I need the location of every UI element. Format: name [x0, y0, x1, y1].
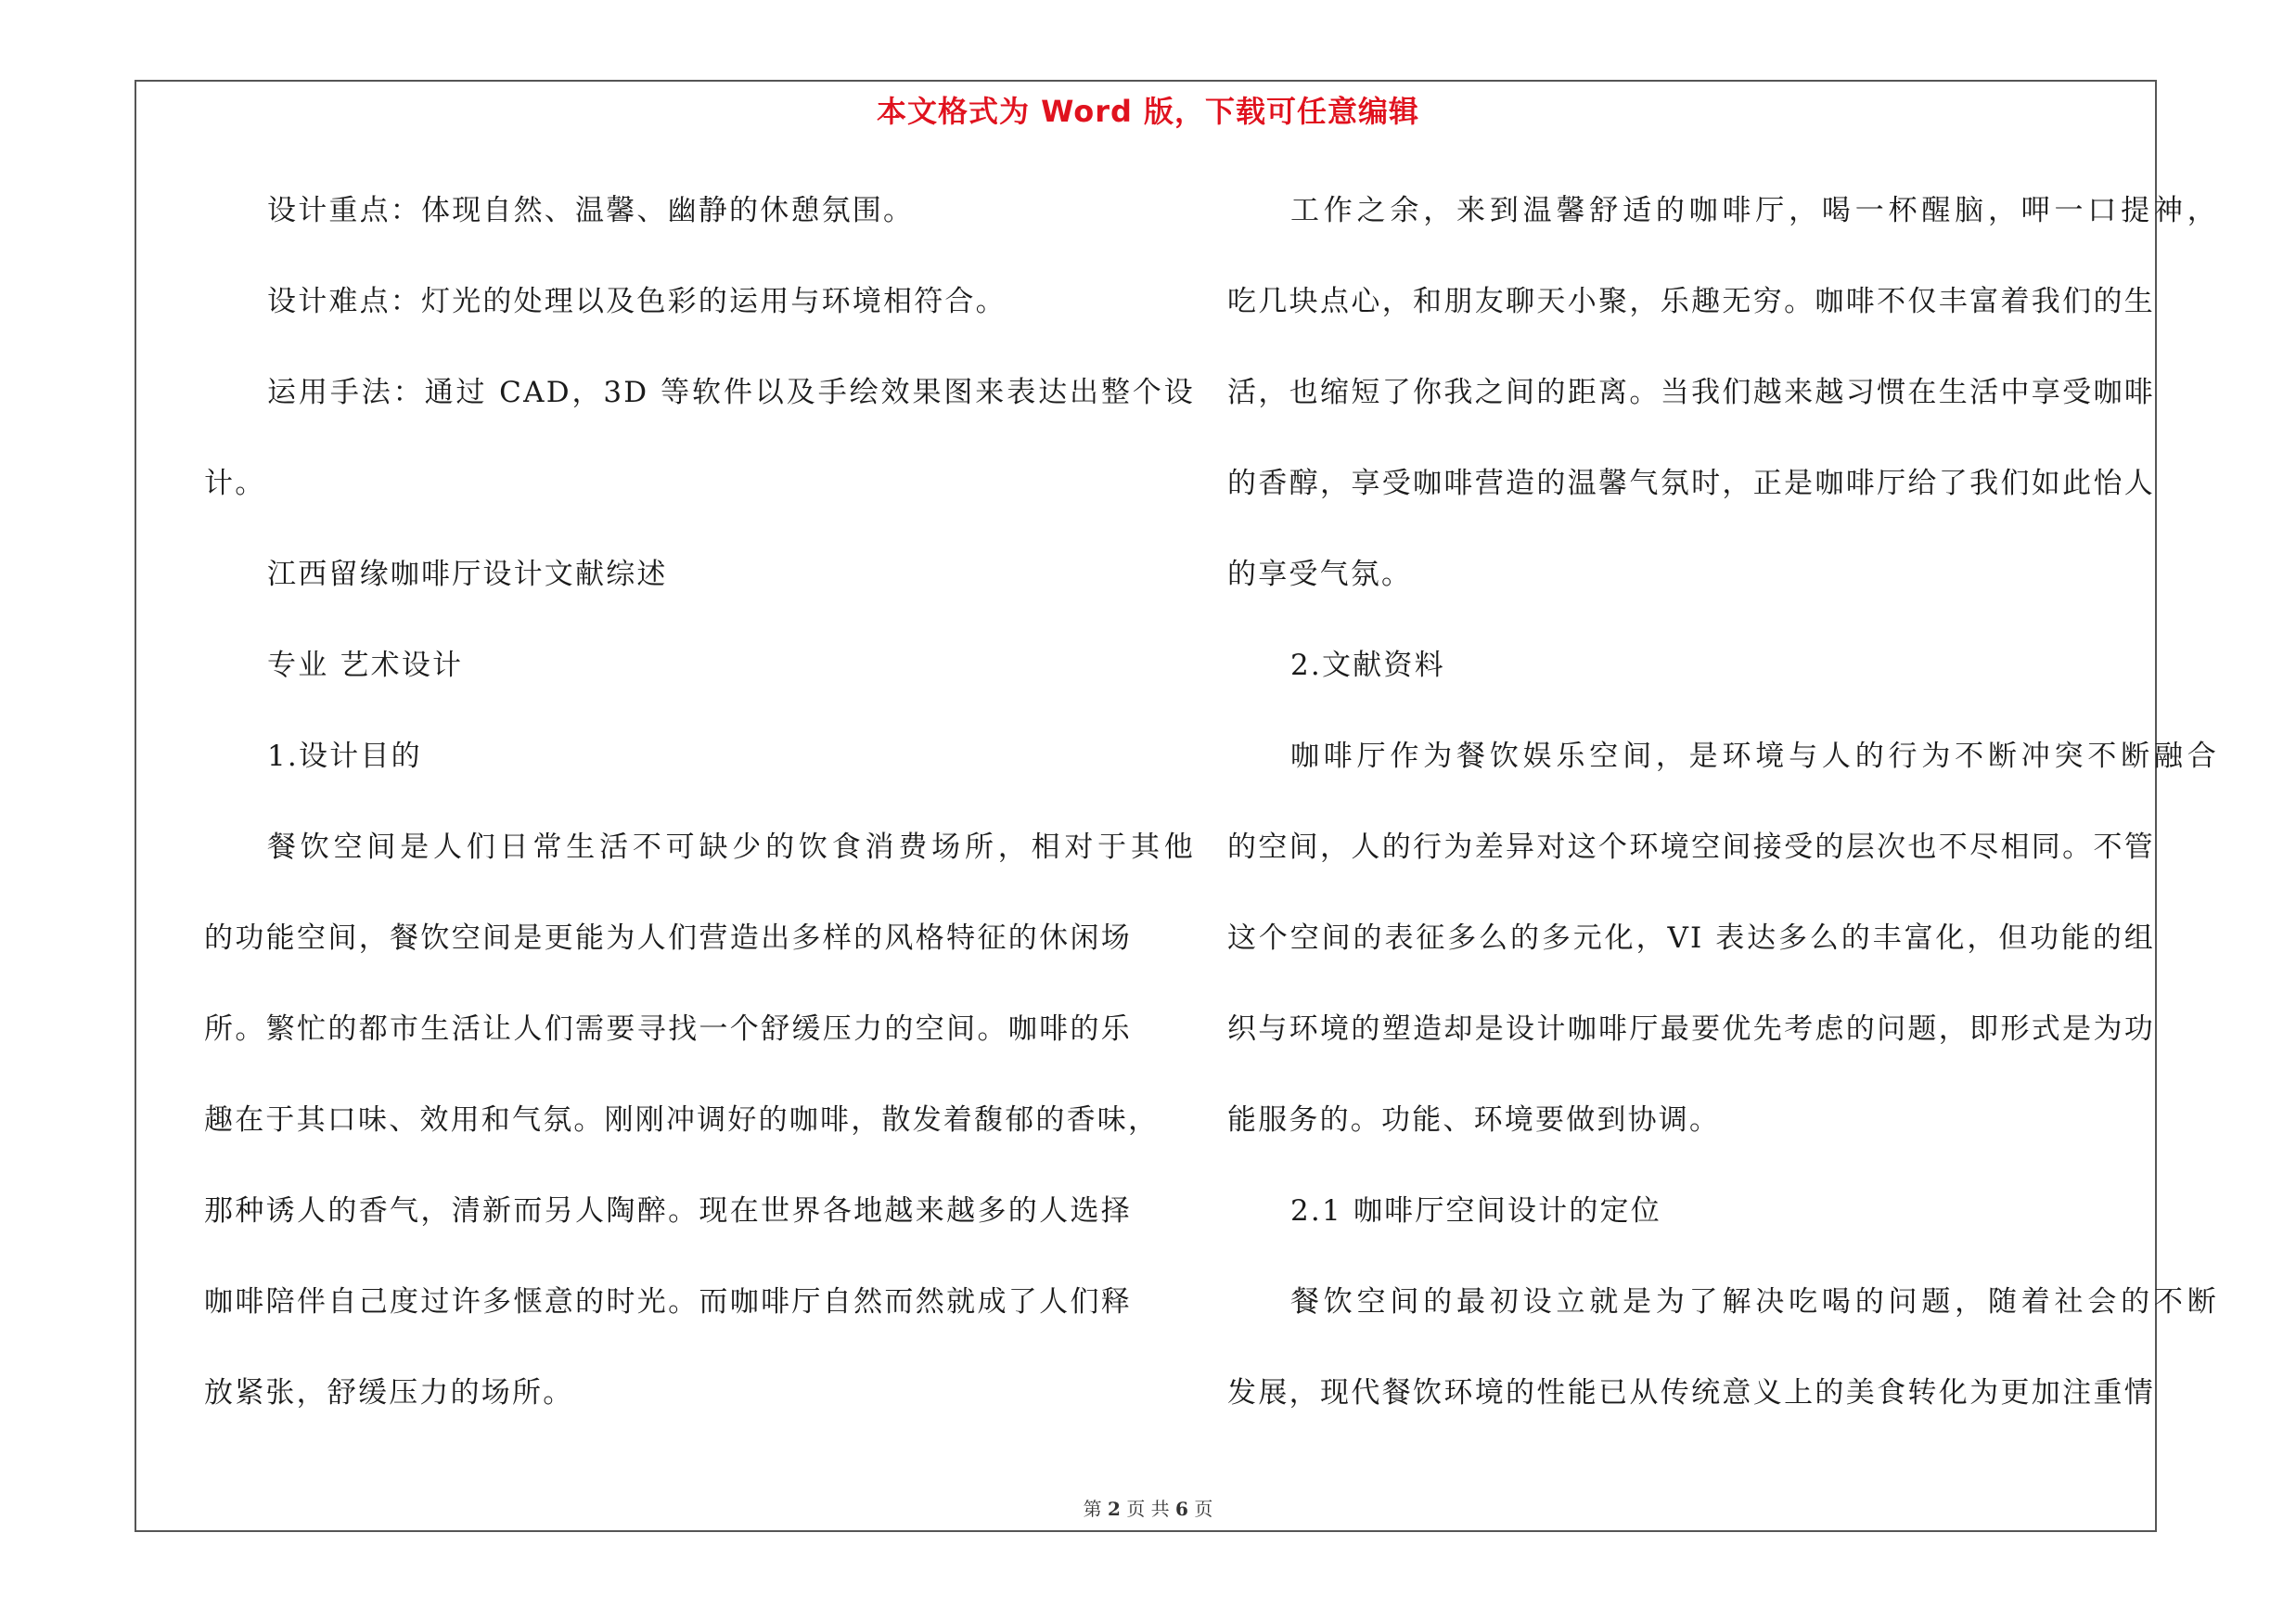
paragraph-line: 这个空间的表征多么的多元化，VI 表达多么的丰富化，但功能的组 — [1227, 921, 2155, 955]
paragraph-line: 餐饮空间是人们日常生活不可缺少的饮食消费场所，相对于其他 — [267, 831, 1195, 864]
paragraph-line: 咖啡陪伴自己度过许多惬意的时光。而咖啡厅自然而然就成了人们释 — [204, 1285, 1132, 1319]
paragraph-line: 能服务的。功能、环境要做到协调。 — [1227, 1103, 1721, 1137]
section-heading-positioning: 2.1 咖啡厅空间设计的定位 — [1290, 1194, 1661, 1228]
footer-prefix: 第 — [1083, 1498, 1102, 1520]
footer-suffix: 页 — [1194, 1498, 1213, 1520]
section-heading-literature: 2.文献资料 — [1290, 649, 1445, 682]
paragraph-line: 所。繁忙的都市生活让人们需要寻找一个舒缓压力的空间。咖啡的乐 — [204, 1012, 1132, 1046]
paragraph-line: 的享受气氛。 — [1227, 558, 1413, 591]
page-number-footer — [0, 1494, 2296, 1521]
word-format-banner: 本文格式为 Word 版，下载可任意编辑 — [876, 94, 1420, 129]
paragraph-line: 吃几块点心，和朋友聊天小聚，乐趣无穷。咖啡不仅丰富着我们的生 — [1227, 285, 2155, 318]
paragraph-line: 的空间，人的行为差异对这个环境空间接受的层次也不尽相同。不管 — [1227, 831, 2155, 864]
section-heading-design-purpose: 1.设计目的 — [267, 740, 422, 773]
total-page-number: 6 — [1175, 1498, 1188, 1520]
paragraph-line: 咖啡厅作为餐饮娱乐空间，是环境与人的行为不断冲突不断融合 — [1290, 740, 2218, 773]
paragraph-line: 放紧张，舒缓压力的场所。 — [204, 1376, 574, 1410]
literature-review-title: 江西留缘咖啡厅设计文献综述 — [267, 558, 668, 591]
paragraph-line: 活，也缩短了你我之间的距离。当我们越来越习惯在生活中享受咖啡 — [1227, 376, 2155, 409]
major-label: 专业 艺术设计 — [267, 649, 464, 682]
current-page-number: 2 — [1108, 1498, 1121, 1520]
paragraph-method-line1: 运用手法：通过 CAD，3D 等软件以及手绘效果图来表达出整个设 — [267, 376, 1195, 409]
paragraph-line: 发展，现代餐饮环境的性能已从传统意义上的美食转化为更加注重情 — [1227, 1376, 2155, 1410]
paragraph-line: 的香醇，享受咖啡营造的温馨气氛时，正是咖啡厅给了我们如此怡人 — [1227, 467, 2155, 500]
paragraph-design-difficulty: 设计难点：灯光的处理以及色彩的运用与环境相符合。 — [267, 285, 1007, 318]
paragraph-method-line2: 计。 — [204, 467, 266, 500]
paragraph-design-focus: 设计重点：体现自然、温馨、幽静的休憩氛围。 — [267, 194, 915, 227]
paragraph-line: 趣在于其口味、效用和气氛。刚刚冲调好的咖啡，散发着馥郁的香味， — [204, 1103, 1160, 1137]
paragraph-line: 织与环境的塑造却是设计咖啡厅最要优先考虑的问题，即形式是为功 — [1227, 1012, 2155, 1046]
paragraph-line: 餐饮空间的最初设立就是为了解决吃喝的问题，随着社会的不断 — [1290, 1285, 2218, 1319]
footer-middle: 页 共 — [1126, 1498, 1170, 1520]
paragraph-line: 那种诱人的香气，清新而另人陶醉。现在世界各地越来越多的人选择 — [204, 1194, 1132, 1228]
paragraph-line: 工作之余，来到温馨舒适的咖啡厅，喝一杯醒脑，呷一口提神， — [1290, 194, 2218, 227]
paragraph-line: 的功能空间，餐饮空间是更能为人们营造出多样的风格特征的休闲场 — [204, 921, 1132, 955]
